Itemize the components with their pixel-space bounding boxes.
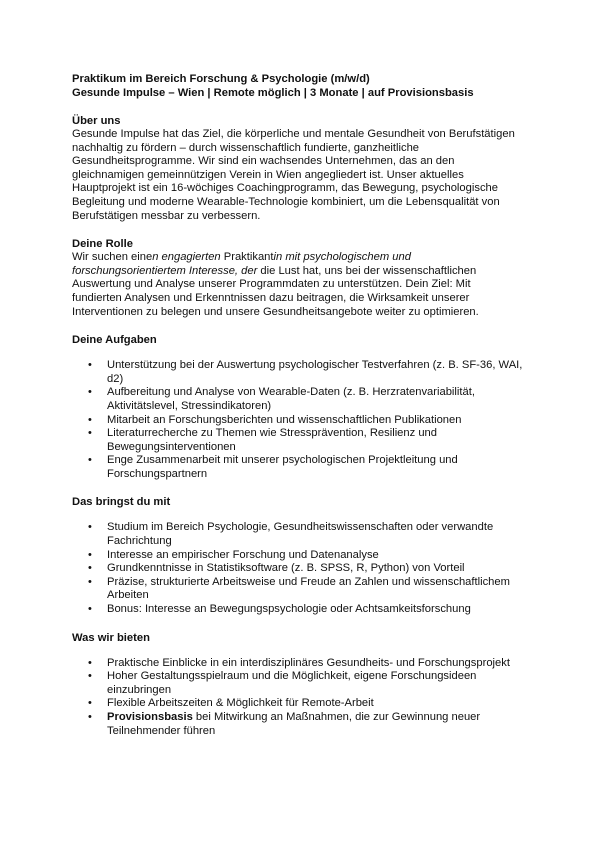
list-item <box>72 576 523 603</box>
offer-list <box>72 657 523 739</box>
role-text-e: die Lust hat, uns bei der wissenschaftlichen Auswertung und Analyse unserer Programmdaten zu unterstützen. Dein Ziel: Mit fundierten Analysen und Erkenntnissen dazu beitragen, die Wirksamkeit unserer Interventionen zu belegen und unsere Gesundheitsangebote weiter zu optimieren. <box>72 264 479 318</box>
offer-bold-text: Provisionsbasis <box>107 711 193 723</box>
task-text: Mitarbeit an Forschungsberichten und wissenschaftlichen Publikationen <box>107 413 462 426</box>
bullet-icon: • <box>88 521 92 534</box>
list-item <box>72 549 523 563</box>
offer-heading: Was wir bieten <box>72 631 150 644</box>
bullet-icon: • <box>88 711 92 723</box>
requirements-section <box>72 495 523 616</box>
role-heading: Deine Rolle <box>72 238 133 251</box>
offer-section <box>72 631 523 739</box>
title-line-2: Gesunde Impulse – Wien | Remote möglich | 3 Monate | auf Provisionsbasis <box>72 87 474 99</box>
requirement-text: Bonus: Interesse an Bewegungspsychologie oder Achtsamkeitsforschung <box>107 603 471 616</box>
role-text-a: Wir suchen eine <box>72 251 153 264</box>
list-item <box>72 670 523 697</box>
bullet-icon: • <box>88 454 92 467</box>
requirement-text: Grundkenntnisse in Statistiksoftware (z. B. SPSS, R, Python) von Vorteil <box>107 562 465 575</box>
job-title <box>72 72 523 100</box>
bullet-icon: • <box>88 413 92 426</box>
requirements-heading: Das bringst du mit <box>72 496 171 509</box>
list-item <box>72 562 523 576</box>
bullet-icon: • <box>88 386 92 399</box>
bullet-icon: • <box>88 548 92 561</box>
offer-text: Hoher Gestaltungsspielraum und die Möglichkeit, eigene Forschungsideen einzubringen <box>107 670 477 696</box>
list-item <box>72 711 523 738</box>
bullet-icon: • <box>88 697 92 710</box>
title-line-1: Praktikum im Bereich Forschung & Psychologie (m/w/d) <box>72 73 370 85</box>
offer-text: Praktische Einblicke in ein interdisziplinäres Gesundheits- und Forschungsprojekt <box>107 656 510 669</box>
list-item <box>72 359 523 386</box>
task-text: Unterstützung bei der Auswertung psychologischer Testverfahren (z. B. SF-36, WAI, d2) <box>107 359 523 385</box>
tasks-heading: Deine Aufgaben <box>72 334 157 347</box>
document-page <box>72 72 523 738</box>
task-text: Literaturrecherche zu Themen wie Stressprävention, Resilienz und Bewegungsinterventionen <box>107 427 437 453</box>
requirements-list <box>72 521 523 616</box>
bullet-icon: • <box>88 656 92 669</box>
bullet-icon: • <box>88 427 92 440</box>
list-item <box>72 657 523 671</box>
role-text-d: in mit psychologischem und forschungsorientiertem Interesse, der <box>72 251 411 277</box>
about-text: Gesunde Impulse hat das Ziel, die körperliche und mentale Gesundheit von Berufstätigen nachhaltig zu fördern – durch wissenschaftlich fundierte, ganzheitliche Gesundheitsprogramme. Wir sind ein wachsendes Unternehmen, das an den gleichnamigen gemeinnützigen Verein in Wien angegliedert ist. Unser aktuelles Hauptprojekt ist ein 16-wöchiges Coachingprogramm, das Bewegung, psychologische Begleitung und moderne Wearable-Technologie kombiniert, um die Lebensqualität von Berufstätigen messbar zu verbessern. <box>72 128 515 222</box>
about-heading: Über uns <box>72 115 121 127</box>
list-item <box>72 521 523 548</box>
requirement-text: Präzise, strukturierte Arbeitsweise und Freude an Zahlen und wissenschaftlichem Arbeiten <box>107 575 510 602</box>
bullet-icon: • <box>88 603 92 616</box>
list-item <box>72 386 523 413</box>
bullet-icon: • <box>88 575 92 588</box>
tasks-section <box>72 333 523 481</box>
requirement-text: Studium im Bereich Psychologie, Gesundheitswissenschaften oder verwandte Fachrichtung <box>107 521 494 548</box>
bullet-icon: • <box>88 359 92 372</box>
bullet-icon: • <box>88 562 92 575</box>
requirement-text: Interesse an empirischer Forschung und Datenanalyse <box>107 548 379 561</box>
role-text-b: n engagierten <box>152 251 221 264</box>
list-item <box>72 697 523 711</box>
task-text: Enge Zusammenarbeit mit unserer psychologischen Projektleitung und Forschungspartnern <box>107 454 458 480</box>
offer-text: bei Mitwirkung an Maßnahmen, die zur Gewinnung neuer Teilnehmender führen <box>107 711 481 737</box>
list-item <box>72 603 523 617</box>
offer-text: Flexible Arbeitszeiten & Möglichkeit für Remote-Arbeit <box>107 697 374 710</box>
list-item <box>72 414 523 428</box>
task-text: Aufbereitung und Analyse von Wearable-Daten (z. B. Herzratenvariabilität, Aktivitätslevel, Stressindikatoren) <box>107 386 475 412</box>
role-section <box>72 237 523 319</box>
tasks-list <box>72 359 523 481</box>
bullet-icon: • <box>88 670 92 683</box>
list-item <box>72 427 523 454</box>
list-item <box>72 454 523 481</box>
role-text-c: Praktikant <box>220 251 274 264</box>
role-text <box>72 251 523 319</box>
about-section <box>72 114 523 223</box>
